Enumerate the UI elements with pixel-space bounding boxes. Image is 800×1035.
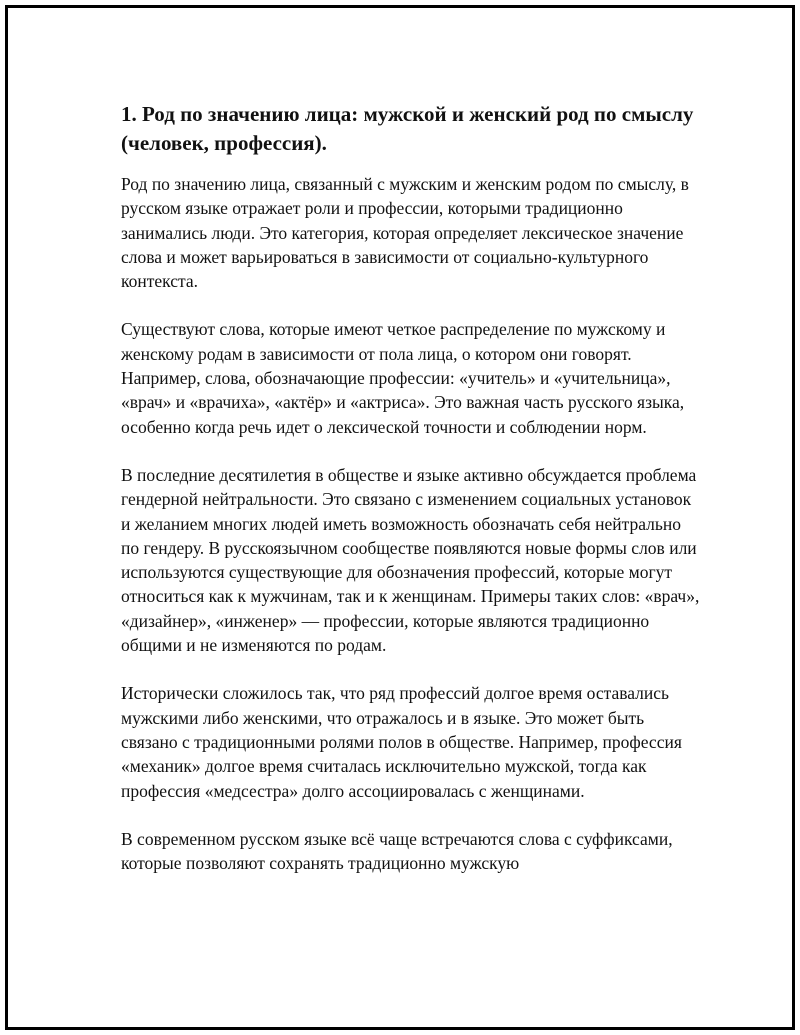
paragraph-4: Исторически сложилось так, что ряд профессий долгое время оставались мужскими либо женскими, что отражалось и в языке. Это может быть связано с традиционными ролями полов в обществе. Например, профессия «механик» долгое время считалась исключительно мужской, тогда как профессия «медсестра» долго ассоциировалась с женщинами. (121, 683, 682, 801)
paragraph-5: В современном русском языке всё чаще встречаются слова с суффиксами, которые позволяют сохранять традиционно мужскую (121, 828, 673, 874)
document-body (121, 100, 701, 875)
paragraph-1: Род по значению лица, связанный с мужским и женским родом по смыслу, в русском языке отражает роли и профессии, которыми традиционно занимались люди. Это категория, которая определяет лексическое значение слова и может варьироваться в зависимости от социально-культурного контекста. (121, 174, 689, 292)
section-heading: 1. Род по значению лица: мужской и женский род по смыслу (человек, профессия). (121, 102, 694, 155)
page-frame (5, 5, 795, 1030)
paragraph-3: В последние десятилетия в обществе и языке активно обсуждается проблема гендерной нейтральности. Это связано с изменением социальных установок и желанием многих людей иметь возможность обозначать себя нейтрально по гендеру. В русскоязычном сообществе появляются новые формы слов или используются существующие для обозначения профессий, которые могут относиться как к мужчинам, так и к женщинам. Примеры таких слов: «врач», «дизайнер», «инженер» — профессии, которые являются традиционно общими и не изменяются по родам. (121, 464, 700, 656)
paragraph-2: Существуют слова, которые имеют четкое распределение по мужскому и женскому родам в зависимости от пола лица, о котором они говорят. Например, слова, обозначающие профессии: «учитель» и «учительница», «врач» и «врачиха», «актёр» и «актриса». Это важная часть русского языка, особенно когда речь идет о лексической точности и соблюдении норм. (121, 319, 685, 437)
